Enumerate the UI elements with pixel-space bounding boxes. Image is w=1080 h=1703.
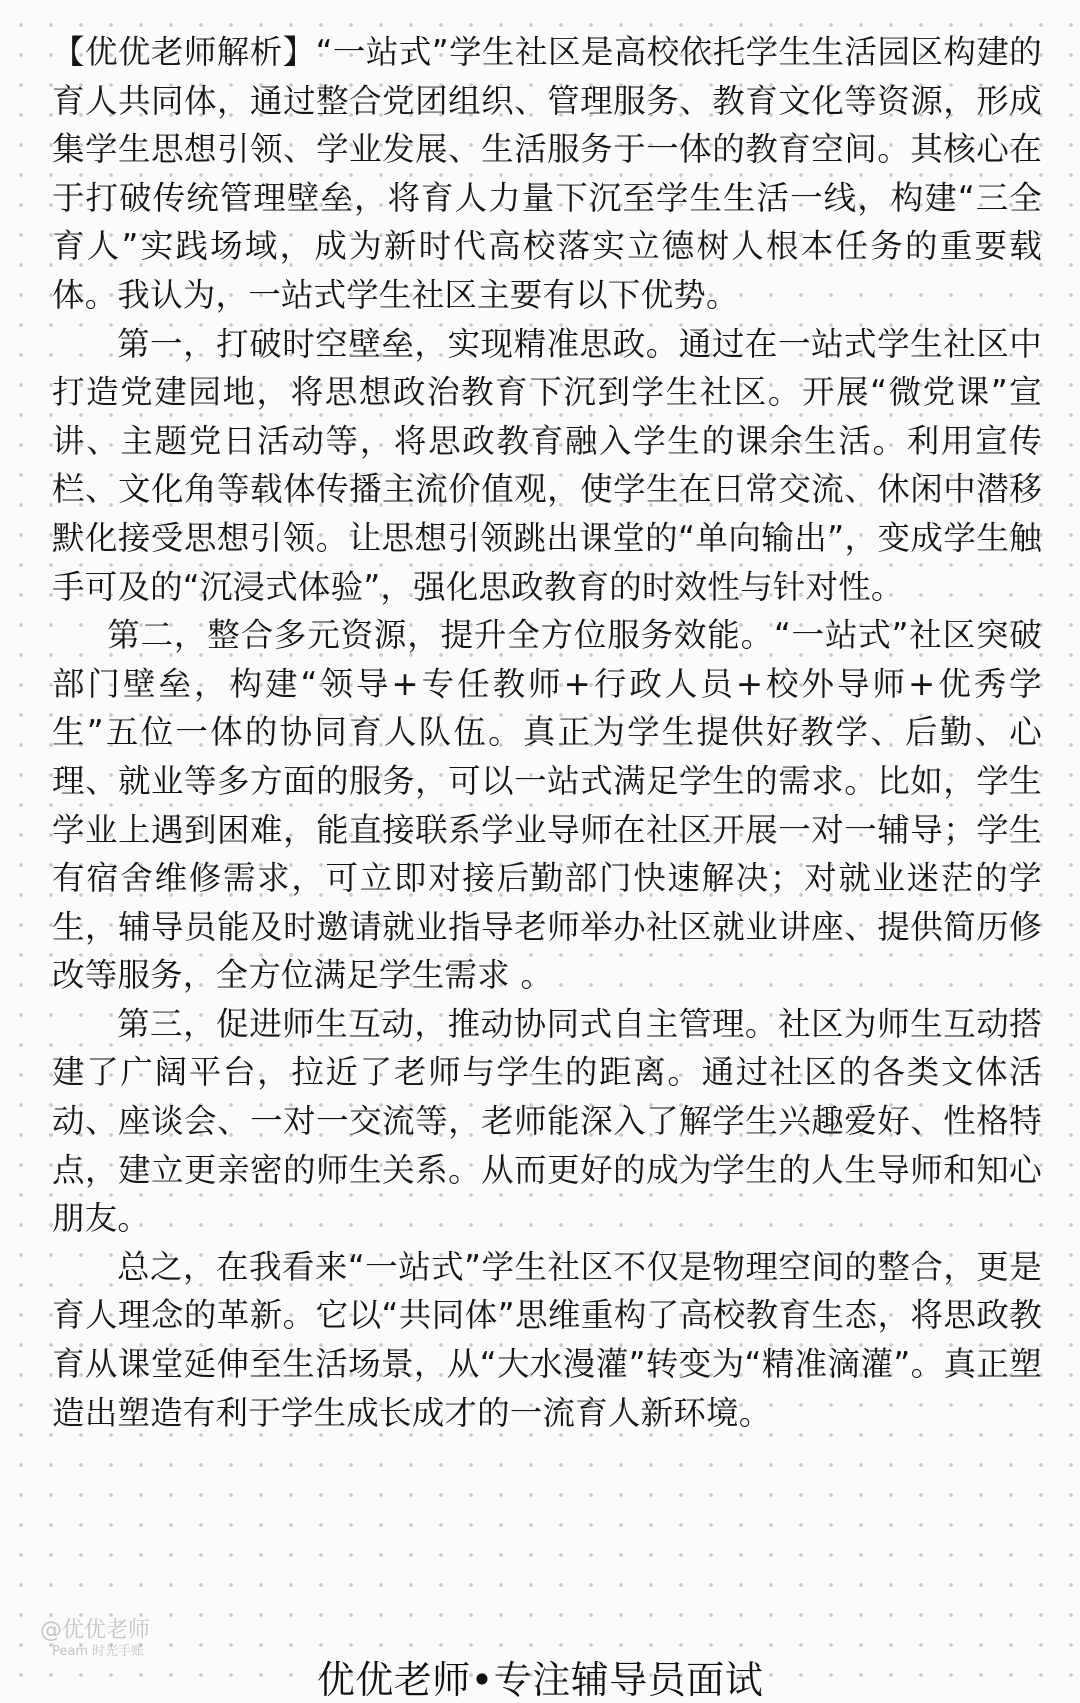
paragraph-point-one: 第一，打破时空壁垒，实现精准思政。通过在一站式学生社区中打造党建园地，将思想政治教育下沉到学生社区。开展“微党课”宣讲、主题党日活动等，将思政教育融入学生的课余生活。利用宣传栏、文化角等载体传播主流价值观，使学生在日常交流、休闲中潜移默化接受思想引领。让思想引领跳出课堂的“单向输出”，变成学生触手可及的“沉浸式体验”，强化思政教育的时效性与针对性。 (52, 324, 1042, 606)
watermark-app: Peam 时光手账 (52, 1644, 145, 1659)
document-body (52, 28, 1042, 1437)
paragraph-point-three: 第三，促进师生互动，推动协同式自主管理。社区为师生互动搭建了广阔平台，拉近了老师与学生的距离。通过社区的各类文体活动、座谈会、一对一交流等，老师能深入了解学生兴趣爱好、性格特点，建立更亲密的师生关系。从而更好的成为学生的人生导师和知心朋友。 (52, 1004, 1042, 1238)
paragraph-intro: 【优优老师解析】“一站式”学生社区是高校依托学生生活园区构建的育人共同体，通过整合党团组织、管理服务、教育文化等资源，形成集学生思想引领、学业发展、生活服务于一体的教育空间。其核心在于打破传统管理壁垒，将育人力量下沉至学生生活一线，构建“三全育人”实践场域，成为新时代高校落实立德树人根本任务的重要载体。我认为，一站式学生社区主要有以下优势。 (52, 33, 1042, 314)
watermark-handle: @优优老师 (40, 1618, 151, 1643)
watermark (40, 1618, 150, 1660)
paragraph-conclusion: 总之，在我看来“一站式”学生社区不仅是物理空间的整合，更是育人理念的革新。它以“共同体”思维重构了高校教育生态，将思政教育从课堂延伸至生活场景，从“大水漫灌”转变为“精准滴灌”。真正塑造出塑造有利于学生成长成才的一流育人新环境。 (52, 1247, 1042, 1432)
footer-caption: 优优老师•专注辅导员面试 (316, 1658, 764, 1702)
paragraph-point-two: 第二，整合多元资源，提升全方位服务效能。“一站式”社区突破部门壁垒，构建“领导+专任教师+行政人员+校外导师+优秀学生”五位一体的协同育人队伍。真正为学生提供好教学、后勤、心理、就业等多方面的服务，可以一站式满足学生的需求。比如，学生学业上遇到困难，能直接联系学业导师在社区开展一对一辅导；学生有宿舍维修需求，可立即对接后勤部门快速解决；对就业迷茫的学生，辅导员能及时邀请就业指导老师举办社区就业讲座、提供简历修改等服务，全方位满足学生需求 。 (52, 616, 1042, 995)
